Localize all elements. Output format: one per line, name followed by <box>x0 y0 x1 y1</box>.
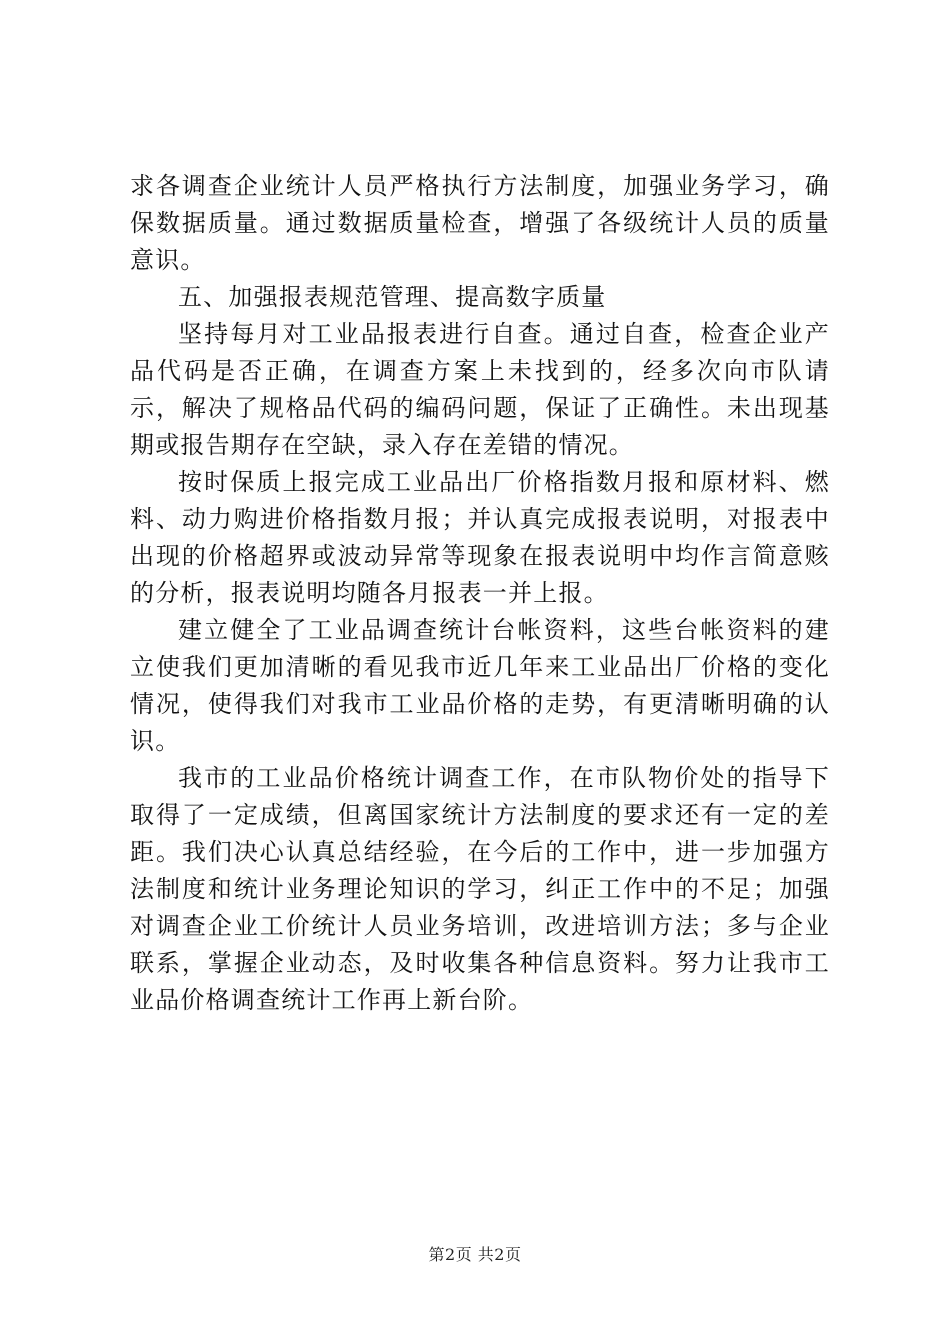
document-body <box>130 168 830 1019</box>
paragraph-ledger: 建立健全了工业品调查统计台帐资料，这些台帐资料的建立使我们更加清晰的看见我市近几年来工业品出厂价格的变化情况，使得我们对我市工业品价格的走势，有更清晰明确的认识。 <box>130 616 830 755</box>
paragraph-continuation: 求各调查企业统计人员严格执行方法制度，加强业务学习，确保数据质量。通过数据质量检查，增强了各级统计人员的质量意识。 <box>130 172 830 274</box>
paragraph-monthly-report: 按时保质上报完成工业品出厂价格指数月报和原材料、燃料、动力购进价格指数月报；并认真完成报表说明，对报表中出现的价格超界或波动异常等现象在报表说明中均作言简意赅的分析，报表说明均随各月报表一并上报。 <box>130 468 830 607</box>
paragraph-summary: 我市的工业品价格统计调查工作，在市队物价处的指导下取得了一定成绩，但离国家统计方法制度的要求还有一定的差距。我们决心认真总结经验，在今后的工作中，进一步加强方法制度和统计业务理论知识的学习，纠正工作中的不足；加强对调查企业工价统计人员业务培训，改进培训方法；多与企业联系，掌握企业动态，及时收集各种信息资料。努力让我市工业品价格调查统计工作再上新台阶。 <box>130 764 830 1014</box>
page-footer: 第2页 共2页 <box>428 1245 522 1264</box>
section-heading: 五、加强报表规范管理、提高数字质量 <box>178 283 607 311</box>
paragraph-self-check: 坚持每月对工业品报表进行自查。通过自查，检查企业产品代码是否正确，在调查方案上未找到的，经多次向市队请示，解决了规格品代码的编码问题，保证了正确性。未出现基期或报告期存在空缺，录入存在差错的情况。 <box>130 320 830 459</box>
